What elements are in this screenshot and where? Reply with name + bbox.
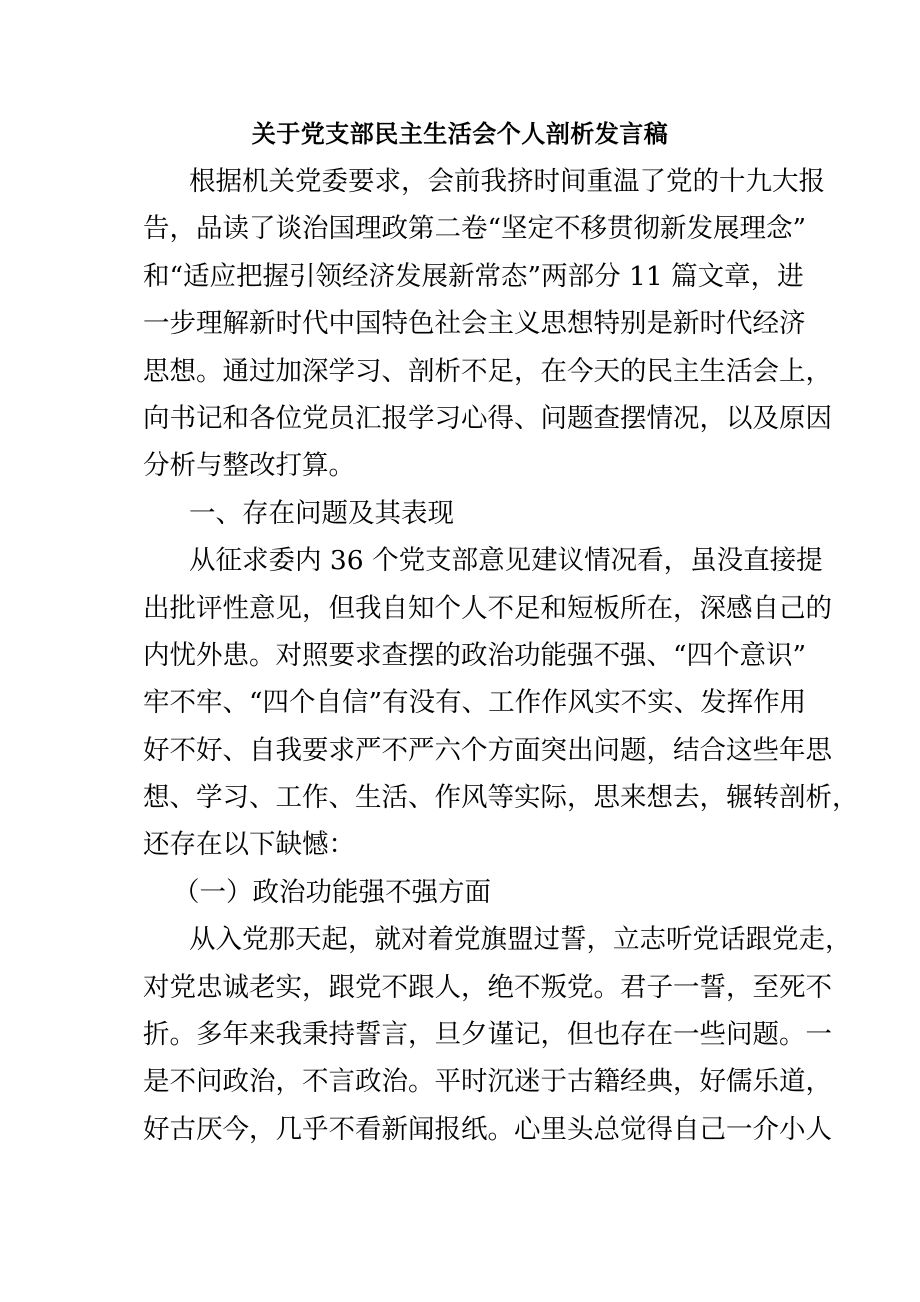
subsection-heading: （一）政治功能强不强方面: [173, 876, 491, 908]
body-line: 从征求委内 36 个党支部意见建议情况看，虽没直接提: [189, 545, 823, 577]
document-title: 关于党支部民主生活会个人剖析发言稿: [251, 119, 669, 148]
body-line: 分析与整改打算。: [143, 450, 355, 482]
section-heading: 一、存在问题及其表现: [189, 497, 454, 529]
body-line: 告，品读了谈治国理政第二卷“坚定不移贯彻新发展理念”: [143, 213, 807, 245]
body-line: 对党忠诚老实，跟党不跟人，绝不叛党。君子一誓，至死不: [143, 971, 832, 1003]
body-line: 根据机关党委要求，会前我挤时间重温了党的十九大报: [189, 166, 825, 197]
body-line: 从入党那天起，就对着党旗盟过誓，立志听党话跟党走，: [189, 924, 852, 956]
body-line: 想、学习、工作、生活、作风等实际，思来想去，辗转剖析，: [143, 782, 859, 814]
document-body: [143, 158, 859, 1153]
body-line: 内忧外患。对照要求查摆的政治功能强不强、“四个意识”: [143, 639, 807, 671]
body-line: 和“适应把握引领经济发展新常态”两部分 11 篇文章，进: [143, 260, 804, 292]
body-line: 是不问政治，不言政治。平时沉迷于古籍经典，好儒乐道，: [143, 1066, 832, 1098]
body-line: 好古厌今，几乎不看新闻报纸。心里头总觉得自己一介小人: [143, 1113, 832, 1145]
body-line: 折。多年来我秉持誓言，旦夕谨记，但也存在一些问题。一: [143, 1019, 832, 1051]
body-line: 思想。通过加深学习、剖析不足，在今天的民主生活会上，: [143, 355, 832, 387]
body-line: 出批评性意见，但我自知个人不足和短板所在，深感自己的: [143, 592, 832, 624]
body-line: 一步理解新时代中国特色社会主义思想特别是新时代经济: [143, 308, 806, 340]
body-line: 牢不牢、“四个自信”有没有、工作作风实不实、发挥作用: [143, 687, 807, 719]
body-line: 还存在以下缺憾：: [143, 829, 355, 861]
body-line: 向书记和各位党员汇报学习心得、问题查摆情况，以及原因: [143, 402, 832, 434]
body-line: 好不好、自我要求严不严六个方面突出问题，结合这些年思: [143, 734, 832, 766]
